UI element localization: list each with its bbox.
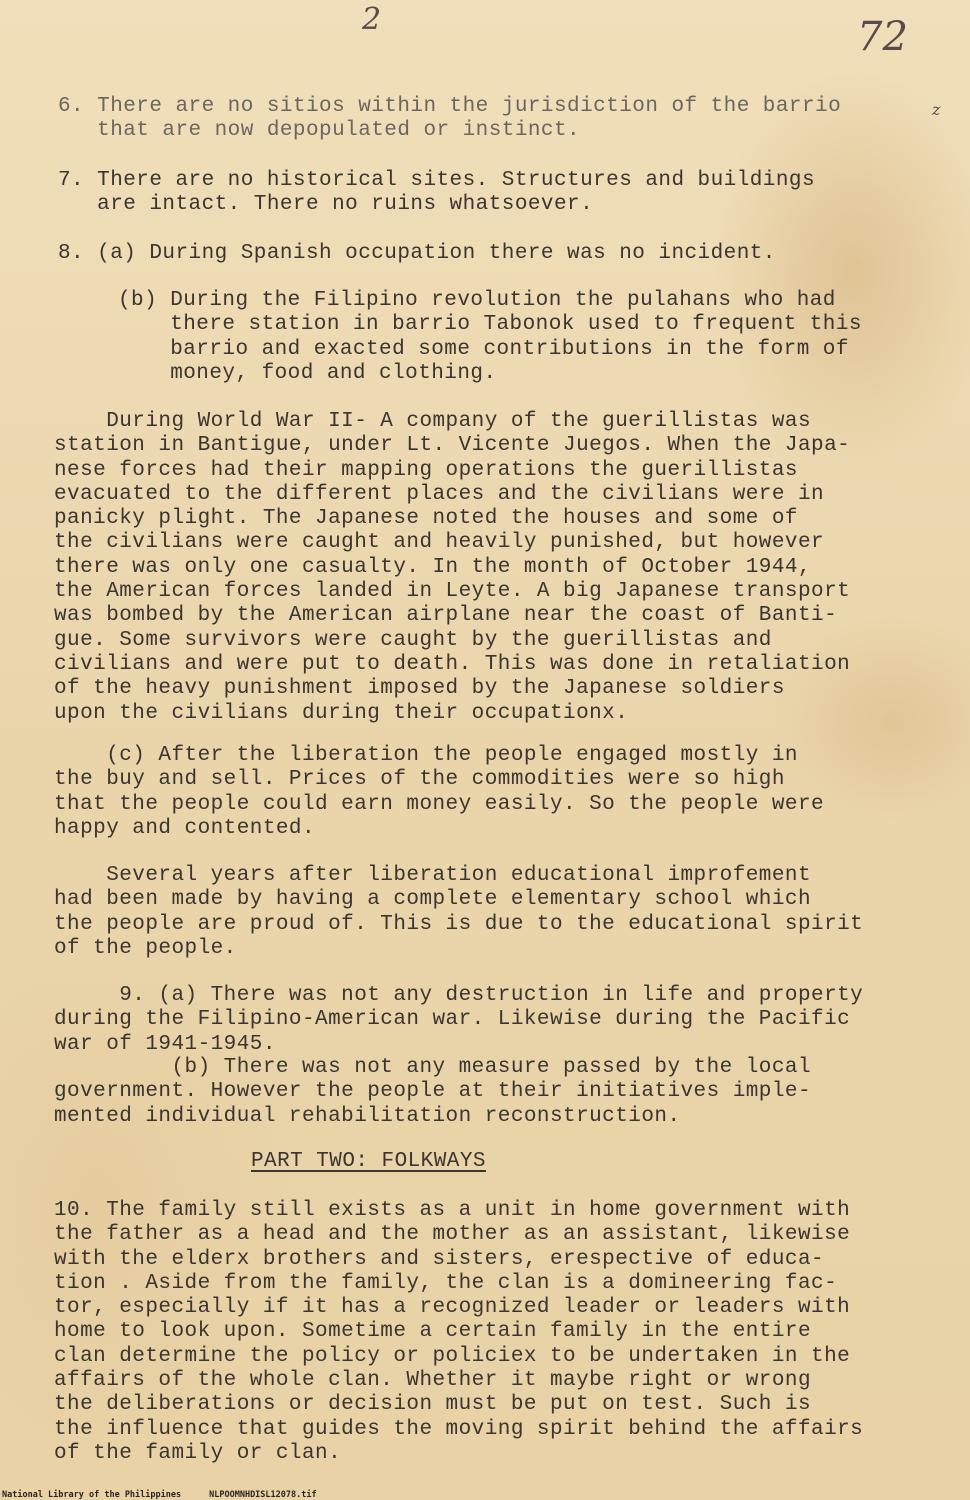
paragraph-item-7: 7. There are no historical sites. Structures and buildings are intact. There no ruins whatsoever.: [58, 169, 816, 217]
paragraph-item-8c: (c) After the liberation the people engaged mostly in the buy and sell. Prices of the commodities were so high that the people could earn money easily. So the people were happy and contented.: [54, 744, 825, 840]
handwritten-top-mark: 2: [362, 2, 382, 37]
scan-footer: [2, 1490, 345, 1500]
footer-institution: National Library of the Philippines: [2, 1490, 182, 1500]
paragraph-item-6: 6. There are no sitios within the jurisdiction of the barrio that are now depopulated or instinct.: [58, 95, 842, 143]
section-heading-part-two: PART TWO: FOLKWAYS: [251, 1150, 486, 1173]
paragraph-educational-improvement: Several years after liberation educational improfement had been made by having a complete elementary school which the people are proud of. This is due to the educational spirit of the people.: [54, 864, 864, 960]
paragraph-item-10: 10. The family still exists as a unit in home government with the father as a head and the mother as an assistant, likewise with the elderx brothers and sisters, erespective of educa- tion . Aside from the family, the clan is a domineering fac- tor, especially if it has a recognized leader or leaders with home to look upon. Sometime a certain family in the entire clan determine the policy or policiex to be undertaken in the affairs of the whole clan. Whether it maybe right or wrong the deliberations or decision must be put on test. Such is the influence that guides the moving spirit behind the affairs of the family or clan.: [54, 1199, 864, 1465]
footer-file-id: NLPOOMNHDISL12078.tif: [209, 1490, 317, 1500]
paragraph-world-war-ii: During World War II- A company of the guerillistas was station in Bantigue, under Lt. Vicente Juegos. When the Japa- nese forces had their mapping operations the guerillistas evacuated to the different places and the civilians were in panicky plight. The Japanese noted the houses and some of the civilians were caught and heavily punished, but however there was only one casualty. In the month of October 1944, the American forces landed in Leyte. A big Japanese transport was bombed by the American airplane near the coast of Banti- gue. Some survivors were caught by the guerillistas and civilians and were put to death. This was done in retaliation of the heavy punishment imposed by the Japanese soldiers upon the civilians during their occupationx.: [54, 410, 851, 725]
paragraph-item-9a: 9. (a) There was not any destruction in life and property during the Filipino-American war. Likewise during the Pacific war of 1941-1945.: [54, 984, 864, 1056]
paragraph-item-9b: (b) There was not any measure passed by the local government. However the people at their initiatives imple- mented individual rehabilitation reconstruction.: [54, 1056, 812, 1128]
paragraph-item-8b: (b) During the Filipino revolution the pulahans who had there station in barrio Tabonok used to frequent this barrio and exacted some contributions in the form of money, food and clothing.: [118, 289, 862, 385]
handwritten-margin-mark: z: [932, 100, 941, 119]
paragraph-item-8a: 8. (a) During Spanish occupation there was no incident.: [58, 242, 776, 265]
handwritten-page-number: 72: [857, 14, 908, 60]
